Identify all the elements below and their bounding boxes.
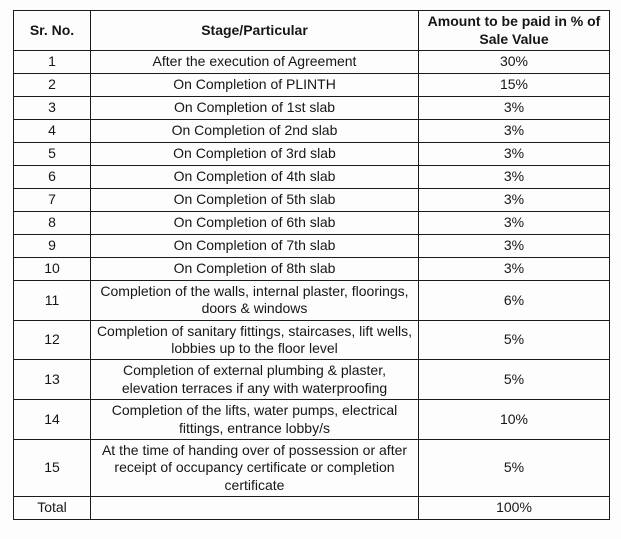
table-row <box>14 496 610 519</box>
header-sr-no: Sr. No. <box>14 11 91 51</box>
payment-schedule-table <box>13 10 610 520</box>
cell-amount: 3% <box>419 120 610 143</box>
cell-stage: At the time of handing over of possession or after receipt of occupancy certificate or completion certificate <box>91 439 419 496</box>
cell-sr-no: Total <box>14 496 91 519</box>
cell-stage: On Completion of 5th slab <box>91 189 419 212</box>
cell-amount: 3% <box>419 189 610 212</box>
cell-amount: 3% <box>419 97 610 120</box>
table-row <box>14 212 610 235</box>
table-row <box>14 74 610 97</box>
cell-sr-no: 10 <box>14 258 91 281</box>
table-row <box>14 120 610 143</box>
cell-sr-no: 15 <box>14 439 91 496</box>
cell-amount: 3% <box>419 143 610 166</box>
cell-stage: On Completion of 1st slab <box>91 97 419 120</box>
cell-stage <box>91 496 419 519</box>
cell-sr-no: 1 <box>14 51 91 74</box>
table-row <box>14 439 610 496</box>
table-row <box>14 258 610 281</box>
cell-amount: 3% <box>419 166 610 189</box>
cell-stage: On Completion of 6th slab <box>91 212 419 235</box>
table-row <box>14 400 610 440</box>
cell-stage: After the execution of Agreement <box>91 51 419 74</box>
cell-amount: 10% <box>419 400 610 440</box>
table-row <box>14 166 610 189</box>
header-amount-percent: Amount to be paid in % of Sale Value <box>419 11 610 51</box>
table-row <box>14 235 610 258</box>
cell-stage: On Completion of 3rd slab <box>91 143 419 166</box>
cell-amount: 3% <box>419 235 610 258</box>
cell-sr-no: 4 <box>14 120 91 143</box>
cell-amount: 3% <box>419 212 610 235</box>
cell-stage: Completion of the walls, internal plaster, floorings, doors & windows <box>91 281 419 321</box>
cell-sr-no: 12 <box>14 320 91 360</box>
cell-sr-no: 3 <box>14 97 91 120</box>
cell-stage: On Completion of 4th slab <box>91 166 419 189</box>
cell-amount: 5% <box>419 320 610 360</box>
table-row <box>14 360 610 400</box>
header-row <box>14 11 610 51</box>
table-row <box>14 189 610 212</box>
cell-amount: 3% <box>419 258 610 281</box>
cell-sr-no: 13 <box>14 360 91 400</box>
cell-sr-no: 7 <box>14 189 91 212</box>
cell-amount: 5% <box>419 360 610 400</box>
table-row <box>14 97 610 120</box>
cell-amount: 100% <box>419 496 610 519</box>
cell-amount: 15% <box>419 74 610 97</box>
cell-sr-no: 9 <box>14 235 91 258</box>
table-row <box>14 143 610 166</box>
table-row <box>14 51 610 74</box>
cell-stage: On Completion of 8th slab <box>91 258 419 281</box>
table-row <box>14 281 610 321</box>
cell-amount: 6% <box>419 281 610 321</box>
cell-stage: Completion of sanitary fittings, staircases, lift wells, lobbies up to the floor level <box>91 320 419 360</box>
payment-schedule <box>13 10 610 520</box>
cell-sr-no: 11 <box>14 281 91 321</box>
cell-stage: On Completion of PLINTH <box>91 74 419 97</box>
cell-sr-no: 2 <box>14 74 91 97</box>
cell-amount: 30% <box>419 51 610 74</box>
header-stage-particular: Stage/Particular <box>91 11 419 51</box>
table-row <box>14 320 610 360</box>
cell-sr-no: 8 <box>14 212 91 235</box>
cell-stage: Completion of the lifts, water pumps, electrical fittings, entrance lobby/s <box>91 400 419 440</box>
cell-amount: 5% <box>419 439 610 496</box>
cell-stage: On Completion of 7th slab <box>91 235 419 258</box>
cell-stage: On Completion of 2nd slab <box>91 120 419 143</box>
cell-stage: Completion of external plumbing & plaster, elevation terraces if any with waterproofing <box>91 360 419 400</box>
cell-sr-no: 14 <box>14 400 91 440</box>
cell-sr-no: 6 <box>14 166 91 189</box>
cell-sr-no: 5 <box>14 143 91 166</box>
